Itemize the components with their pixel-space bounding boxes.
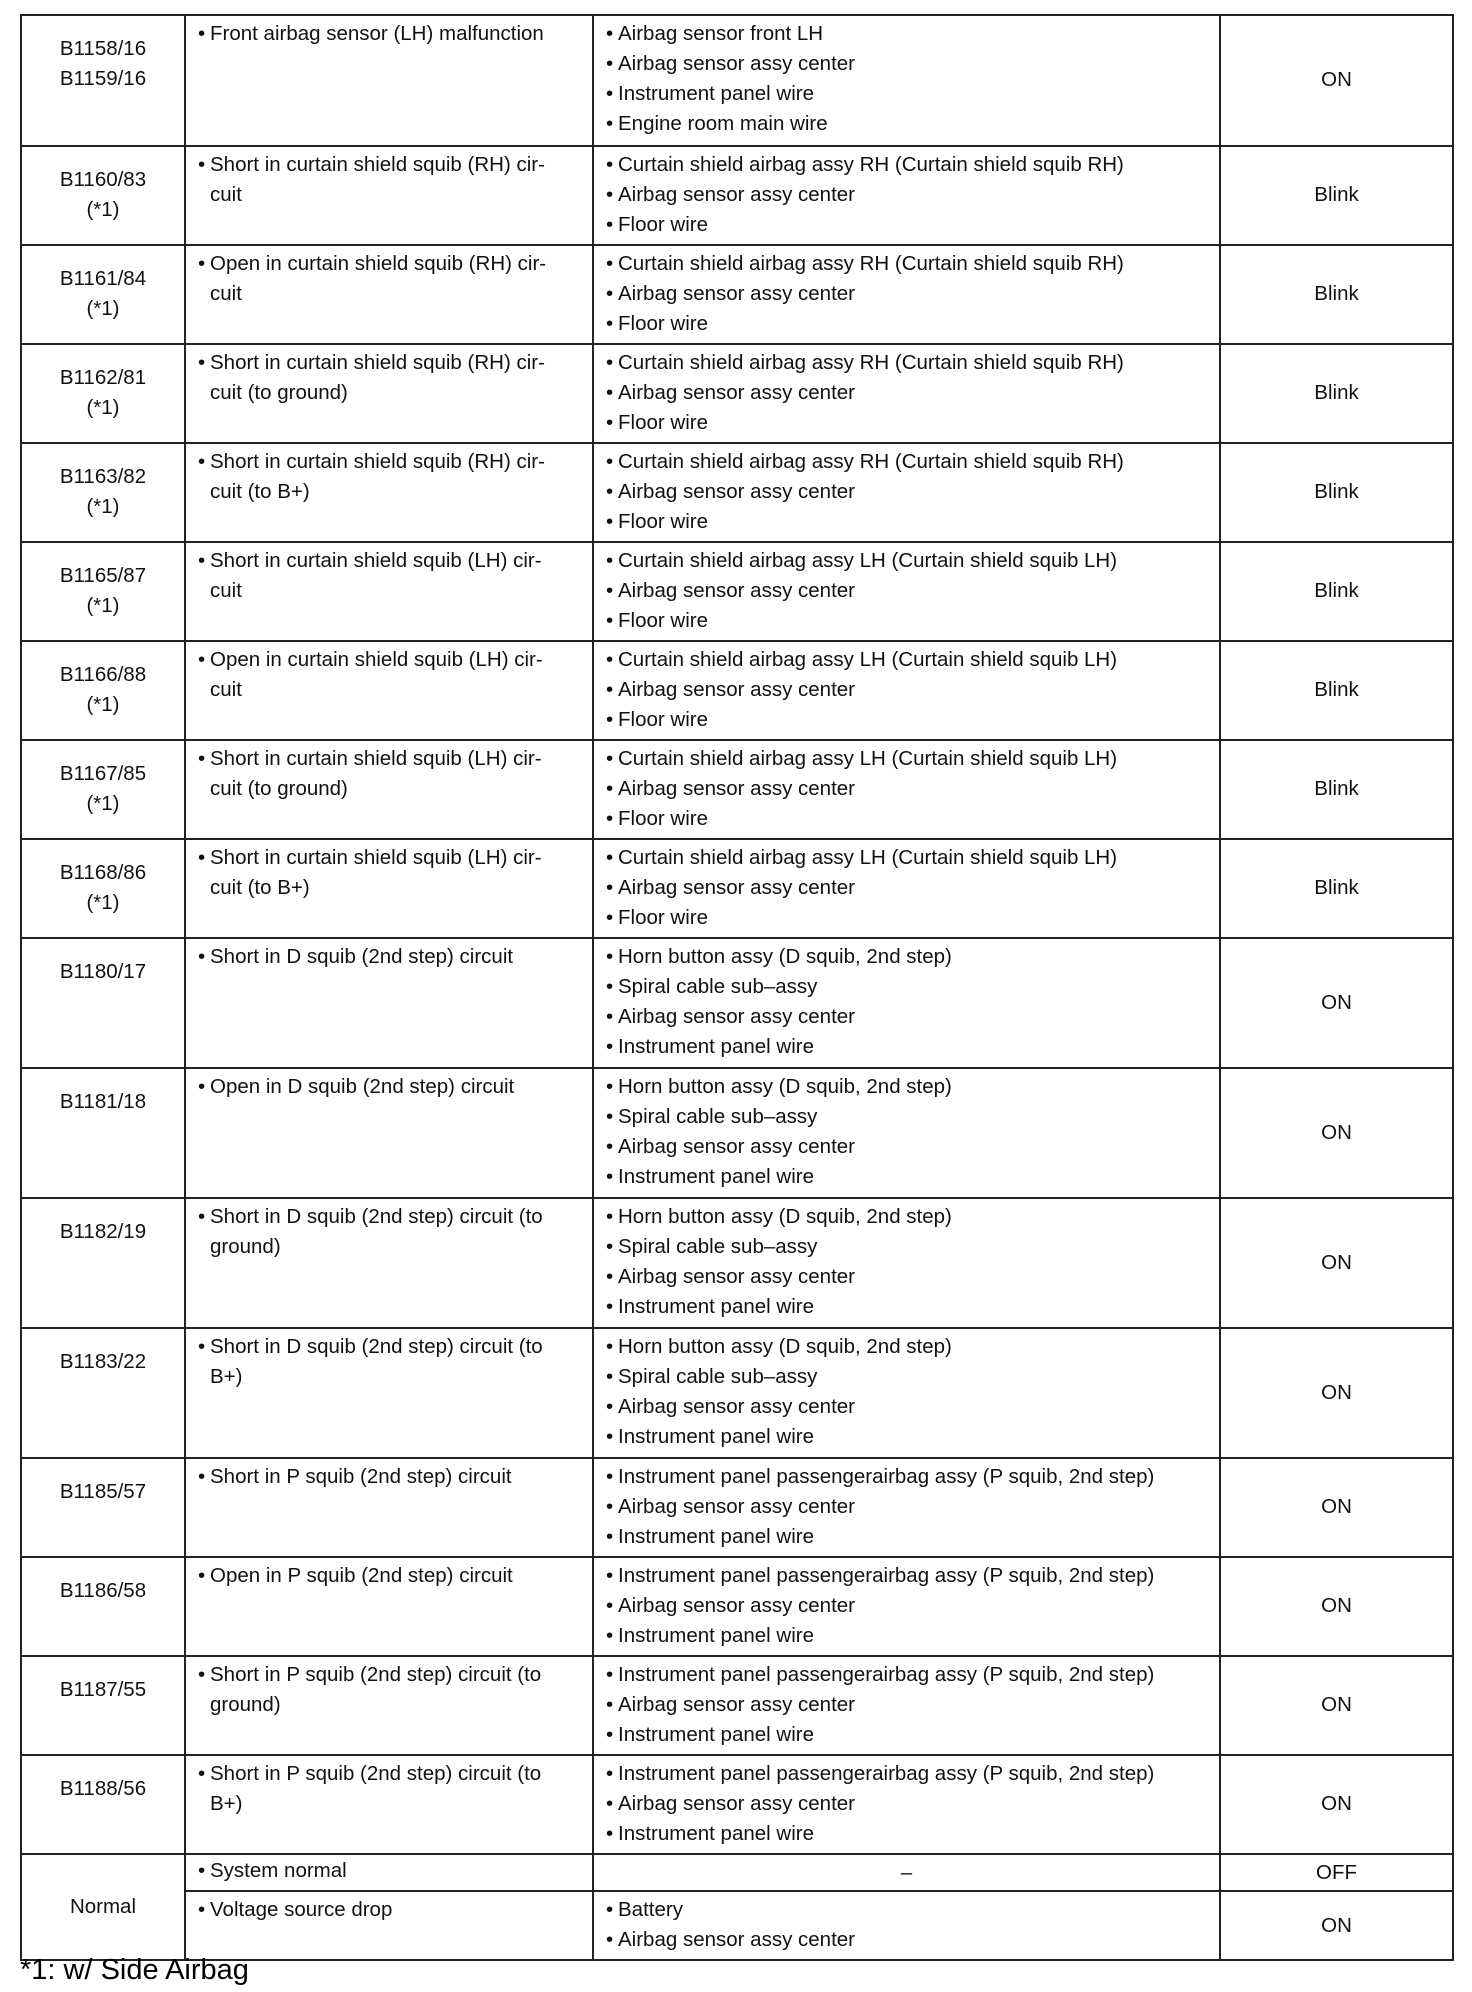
bullet-icon: •	[606, 1335, 614, 1358]
detection-item: cuit (to B+)	[210, 480, 310, 503]
bullet-icon: •	[606, 846, 614, 869]
trouble-area-cell	[593, 1557, 1220, 1656]
bullet-icon: •	[606, 282, 614, 305]
trouble-area-item: • Instrument panel wire	[604, 79, 1209, 109]
table-row	[21, 1891, 1453, 1960]
bullet-icon: •	[606, 1663, 614, 1686]
warning-light-cell: ON	[1220, 1557, 1453, 1656]
detection-item: cuit	[210, 678, 242, 701]
bullet-icon: •	[606, 1465, 614, 1488]
dtc-code: B1165/87	[59, 564, 147, 587]
trouble-area-item: • Airbag sensor assy center	[604, 1492, 1209, 1522]
bullet-icon: •	[606, 1898, 614, 1921]
bullet-icon: •	[606, 1425, 614, 1448]
detection-item-cell	[185, 1755, 593, 1854]
bullet-icon: •	[606, 678, 614, 701]
detection-item-cell	[185, 740, 593, 839]
detection-item: • Short in curtain shield squib (RH) cir-	[196, 447, 582, 477]
bullet-icon: •	[606, 1235, 614, 1258]
detection-item: • Front airbag sensor (LH) malfunction	[196, 19, 582, 49]
table-row	[21, 1755, 1453, 1854]
bullet-icon: •	[198, 648, 206, 671]
table-row	[21, 1854, 1453, 1891]
trouble-area-cell	[593, 839, 1220, 938]
bullet-icon: •	[606, 1822, 614, 1845]
dtc-code: B1163/82	[59, 465, 147, 488]
detection-item: • Open in curtain shield squib (LH) cir-	[196, 645, 582, 675]
bullet-icon: •	[606, 609, 614, 632]
warning-light-cell: Blink	[1220, 146, 1453, 245]
dtc-code: (*1)	[86, 198, 120, 221]
detection-item-cell	[185, 839, 593, 938]
dtc-code: B1158/16	[59, 37, 147, 60]
dtc-code: B1161/84	[59, 267, 147, 290]
bullet-icon: •	[198, 945, 206, 968]
warning-light-cell: ON	[1220, 1458, 1453, 1557]
trouble-area-item: • Curtain shield airbag assy LH (Curtain shield squib LH)	[604, 645, 1209, 675]
bullet-icon: •	[606, 1035, 614, 1058]
table-row	[21, 542, 1453, 641]
detection-item: • Short in P squib (2nd step) circuit (to	[196, 1660, 582, 1690]
trouble-area-item: • Floor wire	[604, 210, 1209, 240]
detection-item: cuit	[210, 282, 242, 305]
dtc-code-cell	[21, 1656, 185, 1755]
trouble-area-item: • Horn button assy (D squib, 2nd step)	[604, 1332, 1209, 1362]
trouble-area-item: • Floor wire	[604, 804, 1209, 834]
table-row	[21, 443, 1453, 542]
dtc-code-cell	[21, 1557, 185, 1656]
bullet-icon: •	[198, 1075, 206, 1098]
detection-item-cell	[185, 1656, 593, 1755]
dtc-code: B1182/19	[59, 1220, 147, 1243]
bullet-icon: •	[198, 22, 206, 45]
trouble-area-item: • Curtain shield airbag assy LH (Curtain shield squib LH)	[604, 744, 1209, 774]
bullet-icon: •	[606, 945, 614, 968]
dtc-code: B1180/17	[59, 960, 147, 983]
detection-item-cell	[185, 1068, 593, 1198]
detection-item: • Open in curtain shield squib (RH) cir-	[196, 249, 582, 279]
bullet-icon: •	[606, 1928, 614, 1951]
bullet-icon: •	[606, 510, 614, 533]
bullet-icon: •	[198, 153, 206, 176]
detection-item: • Short in D squib (2nd step) circuit	[196, 942, 582, 972]
dtc-code-cell	[21, 443, 185, 542]
bullet-icon: •	[198, 351, 206, 374]
warning-light-cell: ON	[1220, 1068, 1453, 1198]
bullet-icon: •	[198, 1335, 206, 1358]
trouble-area-item: • Airbag sensor assy center	[604, 477, 1209, 507]
warning-light-cell: Blink	[1220, 245, 1453, 344]
trouble-area-cell	[593, 938, 1220, 1068]
bullet-icon: •	[606, 1395, 614, 1418]
bullet-icon: •	[606, 480, 614, 503]
trouble-area-item: • Floor wire	[604, 507, 1209, 537]
trouble-area-item: • Airbag sensor assy center	[604, 378, 1209, 408]
warning-light-cell: Blink	[1220, 740, 1453, 839]
trouble-area-item: • Curtain shield airbag assy RH (Curtain shield squib RH)	[604, 249, 1209, 279]
bullet-icon: •	[606, 975, 614, 998]
detection-item: • Short in P squib (2nd step) circuit	[196, 1462, 582, 1492]
warning-light-cell: OFF	[1220, 1854, 1453, 1891]
trouble-area-item: • Spiral cable sub–assy	[604, 1362, 1209, 1392]
dtc-code-cell	[21, 1198, 185, 1328]
trouble-area-item: • Horn button assy (D squib, 2nd step)	[604, 1202, 1209, 1232]
bullet-icon: •	[198, 747, 206, 770]
detection-item-cell	[185, 15, 593, 146]
dtc-code: B1181/18	[59, 1090, 147, 1113]
dtc-code: B1166/88	[59, 663, 147, 686]
table-row	[21, 1557, 1453, 1656]
bullet-icon: •	[606, 1105, 614, 1128]
detection-item: • System normal	[196, 1856, 582, 1886]
detection-item: B+)	[210, 1365, 243, 1388]
detection-item: ground)	[210, 1235, 281, 1258]
detection-item-cell	[185, 641, 593, 740]
dtc-code: (*1)	[86, 396, 120, 419]
dtc-code-cell	[21, 542, 185, 641]
dtc-code-cell	[21, 245, 185, 344]
trouble-area-item: • Floor wire	[604, 903, 1209, 933]
bullet-icon: •	[198, 1898, 206, 1921]
table-row	[21, 641, 1453, 740]
table-row	[21, 1656, 1453, 1755]
dtc-code-cell	[21, 641, 185, 740]
trouble-area-item: • Curtain shield airbag assy LH (Curtain shield squib LH)	[604, 546, 1209, 576]
detection-item-cell	[185, 146, 593, 245]
dtc-code: (*1)	[86, 495, 120, 518]
detection-item: • Short in curtain shield squib (RH) cir-	[196, 150, 582, 180]
table-row	[21, 1458, 1453, 1557]
warning-light-cell: Blink	[1220, 344, 1453, 443]
trouble-area-cell	[593, 344, 1220, 443]
bullet-icon: •	[606, 112, 614, 135]
trouble-area-item: • Floor wire	[604, 408, 1209, 438]
trouble-area-cell	[593, 1755, 1220, 1854]
dtc-code: (*1)	[86, 594, 120, 617]
trouble-area-item: • Airbag sensor assy center	[604, 873, 1209, 903]
bullet-icon: •	[198, 1465, 206, 1488]
bullet-icon: •	[606, 52, 614, 75]
detection-item: • Short in D squib (2nd step) circuit (to	[196, 1332, 582, 1362]
trouble-area-item: • Horn button assy (D squib, 2nd step)	[604, 1072, 1209, 1102]
bullet-icon: •	[606, 1265, 614, 1288]
bullet-icon: •	[606, 1495, 614, 1518]
detection-item-cell	[185, 1458, 593, 1557]
bullet-icon: •	[606, 1205, 614, 1228]
trouble-area-item: • Instrument panel wire	[604, 1032, 1209, 1062]
detection-item: cuit (to ground)	[210, 777, 348, 800]
bullet-icon: •	[606, 876, 614, 899]
bullet-icon: •	[606, 906, 614, 929]
dtc-code: B1185/57	[59, 1480, 147, 1503]
dtc-code: (*1)	[86, 891, 120, 914]
trouble-area-cell	[593, 1656, 1220, 1755]
bullet-icon: •	[606, 1365, 614, 1388]
bullet-icon: •	[606, 579, 614, 602]
dtc-code: (*1)	[86, 792, 120, 815]
dtc-code: B1186/58	[59, 1579, 147, 1602]
detection-item-cell	[185, 1198, 593, 1328]
trouble-area-item: • Airbag sensor assy center	[604, 675, 1209, 705]
bullet-icon: •	[606, 708, 614, 731]
trouble-area-item: • Airbag sensor assy center	[604, 1132, 1209, 1162]
dtc-code-cell	[21, 839, 185, 938]
bullet-icon: •	[606, 1005, 614, 1028]
bullet-icon: •	[198, 549, 206, 572]
trouble-area-item: • Instrument panel wire	[604, 1292, 1209, 1322]
trouble-area-item: • Airbag sensor assy center	[604, 576, 1209, 606]
trouble-area-cell	[593, 443, 1220, 542]
trouble-area-item: • Instrument panel passengerairbag assy (P squib, 2nd step)	[604, 1462, 1209, 1492]
trouble-area-item: • Engine room main wire	[604, 109, 1209, 139]
warning-light-cell: Blink	[1220, 542, 1453, 641]
bullet-icon: •	[606, 1762, 614, 1785]
detection-item: • Open in D squib (2nd step) circuit	[196, 1072, 582, 1102]
detection-item: • Short in curtain shield squib (LH) cir-	[196, 744, 582, 774]
table-row	[21, 938, 1453, 1068]
detection-item: • Short in curtain shield squib (LH) cir-	[196, 546, 582, 576]
trouble-area-item: • Airbag sensor assy center	[604, 1262, 1209, 1292]
trouble-area-item: • Airbag sensor assy center	[604, 1690, 1209, 1720]
trouble-area-item: • Instrument panel wire	[604, 1621, 1209, 1651]
bullet-icon: •	[606, 1165, 614, 1188]
trouble-area-item: • Curtain shield airbag assy RH (Curtain shield squib RH)	[604, 447, 1209, 477]
detection-item-cell	[185, 245, 593, 344]
bullet-icon: •	[606, 1624, 614, 1647]
trouble-area-item: • Curtain shield airbag assy LH (Curtain shield squib LH)	[604, 843, 1209, 873]
dtc-code: B1159/16	[59, 67, 147, 90]
bullet-icon: •	[606, 312, 614, 335]
trouble-area-cell	[593, 1891, 1220, 1960]
bullet-icon: •	[198, 846, 206, 869]
trouble-area-cell: –	[593, 1854, 1220, 1891]
dtc-code: B1162/81	[59, 366, 147, 389]
bullet-icon: •	[606, 153, 614, 176]
bullet-icon: •	[198, 1762, 206, 1785]
dtc-code: (*1)	[86, 297, 120, 320]
bullet-icon: •	[606, 82, 614, 105]
bullet-icon: •	[606, 1135, 614, 1158]
trouble-area-item: • Floor wire	[604, 309, 1209, 339]
detection-item-cell	[185, 1891, 593, 1960]
warning-light-cell: ON	[1220, 1328, 1453, 1458]
trouble-area-cell	[593, 1068, 1220, 1198]
dtc-code: B1188/56	[59, 1777, 147, 1800]
detection-item-cell	[185, 344, 593, 443]
bullet-icon: •	[198, 1205, 206, 1228]
bullet-icon: •	[606, 381, 614, 404]
table-row	[21, 1328, 1453, 1458]
bullet-icon: •	[198, 1663, 206, 1686]
trouble-area-item: • Airbag sensor assy center	[604, 1789, 1209, 1819]
dtc-table	[20, 14, 1454, 1961]
bullet-icon: •	[606, 1564, 614, 1587]
dtc-code: B1167/85	[59, 762, 147, 785]
dtc-code: B1183/22	[59, 1350, 147, 1373]
trouble-area-item: • Airbag sensor assy center	[604, 279, 1209, 309]
warning-light-cell: Blink	[1220, 839, 1453, 938]
trouble-area-cell	[593, 740, 1220, 839]
trouble-area-item: • Airbag sensor assy center	[604, 180, 1209, 210]
trouble-area-item: • Airbag sensor assy center	[604, 774, 1209, 804]
bullet-icon: •	[198, 1859, 206, 1882]
detection-item: ground)	[210, 1693, 281, 1716]
bullet-icon: •	[606, 807, 614, 830]
trouble-area-item: • Instrument panel passengerairbag assy (P squib, 2nd step)	[604, 1660, 1209, 1690]
trouble-area-item: • Airbag sensor assy center	[604, 1392, 1209, 1422]
bullet-icon: •	[606, 22, 614, 45]
trouble-area-item: • Spiral cable sub–assy	[604, 1232, 1209, 1262]
trouble-area-item: • Spiral cable sub–assy	[604, 972, 1209, 1002]
dtc-code-cell: Normal	[21, 1854, 185, 1960]
detection-item: cuit (to ground)	[210, 381, 348, 404]
trouble-area-cell	[593, 641, 1220, 740]
detection-item: • Open in P squib (2nd step) circuit	[196, 1561, 582, 1591]
trouble-area-item: • Airbag sensor assy center	[604, 1925, 1209, 1955]
table-row	[21, 740, 1453, 839]
dtc-code-cell	[21, 1458, 185, 1557]
detection-item-cell	[185, 1557, 593, 1656]
bullet-icon: •	[606, 747, 614, 770]
bullet-icon: •	[606, 450, 614, 473]
detection-item: • Short in P squib (2nd step) circuit (to	[196, 1759, 582, 1789]
detection-item-cell	[185, 938, 593, 1068]
table-row	[21, 839, 1453, 938]
dtc-code: B1187/55	[59, 1678, 147, 1701]
dtc-code-cell	[21, 1755, 185, 1854]
detection-item: • Short in curtain shield squib (LH) cir-	[196, 843, 582, 873]
bullet-icon: •	[198, 450, 206, 473]
trouble-area-item: • Instrument panel passengerairbag assy (P squib, 2nd step)	[604, 1759, 1209, 1789]
dtc-code: B1168/86	[59, 861, 147, 884]
detection-item: cuit (to B+)	[210, 876, 310, 899]
detection-item-cell	[185, 443, 593, 542]
trouble-area-cell	[593, 245, 1220, 344]
bullet-icon: •	[606, 252, 614, 275]
bullet-icon: •	[606, 549, 614, 572]
trouble-area-item: • Instrument panel wire	[604, 1162, 1209, 1192]
dtc-code-cell	[21, 1068, 185, 1198]
trouble-area-cell	[593, 542, 1220, 641]
warning-light-cell: ON	[1220, 1755, 1453, 1854]
dtc-code-cell	[21, 344, 185, 443]
trouble-area-item: • Curtain shield airbag assy RH (Curtain shield squib RH)	[604, 348, 1209, 378]
dtc-code: (*1)	[86, 693, 120, 716]
bullet-icon: •	[198, 252, 206, 275]
detection-item-cell	[185, 542, 593, 641]
trouble-area-item: • Battery	[604, 1895, 1209, 1925]
bullet-icon: •	[606, 1075, 614, 1098]
trouble-area-item: • Instrument panel wire	[604, 1720, 1209, 1750]
bullet-icon: •	[606, 1594, 614, 1617]
detection-item: B+)	[210, 1792, 243, 1815]
table-row	[21, 146, 1453, 245]
trouble-area-item: • Floor wire	[604, 705, 1209, 735]
trouble-area-item: • Horn button assy (D squib, 2nd step)	[604, 942, 1209, 972]
bullet-icon: •	[606, 213, 614, 236]
bullet-icon: •	[606, 1295, 614, 1318]
trouble-area-cell	[593, 1458, 1220, 1557]
footnote: *1: w/ Side Airbag	[20, 1954, 249, 1986]
table-row	[21, 245, 1453, 344]
trouble-area-cell	[593, 1328, 1220, 1458]
bullet-icon: •	[606, 1792, 614, 1815]
detection-item: • Short in D squib (2nd step) circuit (to	[196, 1202, 582, 1232]
trouble-area-cell	[593, 15, 1220, 146]
table-row	[21, 344, 1453, 443]
bullet-icon: •	[606, 183, 614, 206]
dtc-code-cell	[21, 146, 185, 245]
warning-light-cell: ON	[1220, 1891, 1453, 1960]
warning-light-cell: Blink	[1220, 641, 1453, 740]
bullet-icon: •	[606, 777, 614, 800]
table-row	[21, 1198, 1453, 1328]
table-row	[21, 15, 1453, 146]
warning-light-cell: ON	[1220, 938, 1453, 1068]
trouble-area-cell	[593, 146, 1220, 245]
trouble-area-item: • Instrument panel wire	[604, 1522, 1209, 1552]
bullet-icon: •	[606, 1723, 614, 1746]
trouble-area-item: • Airbag sensor assy center	[604, 1002, 1209, 1032]
bullet-icon: •	[606, 411, 614, 434]
dtc-code-cell	[21, 15, 185, 146]
warning-light-cell: ON	[1220, 1656, 1453, 1755]
detection-item: cuit	[210, 183, 242, 206]
detection-item-cell	[185, 1328, 593, 1458]
dtc-table-body	[21, 15, 1453, 1960]
dtc-code: B1160/83	[59, 168, 147, 191]
trouble-area-item: • Spiral cable sub–assy	[604, 1102, 1209, 1132]
bullet-icon: •	[606, 1525, 614, 1548]
detection-item: cuit	[210, 579, 242, 602]
trouble-area-item: • Floor wire	[604, 606, 1209, 636]
trouble-area-item: • Instrument panel wire	[604, 1819, 1209, 1849]
bullet-icon: •	[606, 1693, 614, 1716]
table-row	[21, 1068, 1453, 1198]
dtc-code-cell	[21, 740, 185, 839]
warning-light-cell: ON	[1220, 15, 1453, 146]
trouble-area-item: • Instrument panel wire	[604, 1422, 1209, 1452]
trouble-area-item: • Airbag sensor assy center	[604, 49, 1209, 79]
warning-light-cell: ON	[1220, 1198, 1453, 1328]
bullet-icon: •	[198, 1564, 206, 1587]
bullet-icon: •	[606, 351, 614, 374]
trouble-area-item: • Airbag sensor assy center	[604, 1591, 1209, 1621]
trouble-area-item: • Airbag sensor front LH	[604, 19, 1209, 49]
trouble-area-cell	[593, 1198, 1220, 1328]
trouble-area-item: • Instrument panel passengerairbag assy (P squib, 2nd step)	[604, 1561, 1209, 1591]
bullet-icon: •	[606, 648, 614, 671]
detection-item: • Short in curtain shield squib (RH) cir-	[196, 348, 582, 378]
dtc-code-cell	[21, 1328, 185, 1458]
trouble-area-item: • Curtain shield airbag assy RH (Curtain shield squib RH)	[604, 150, 1209, 180]
detection-item-cell	[185, 1854, 593, 1891]
dtc-code-cell	[21, 938, 185, 1068]
detection-item: • Voltage source drop	[196, 1895, 582, 1925]
dtc-table-page	[20, 14, 1452, 1986]
warning-light-cell: Blink	[1220, 443, 1453, 542]
